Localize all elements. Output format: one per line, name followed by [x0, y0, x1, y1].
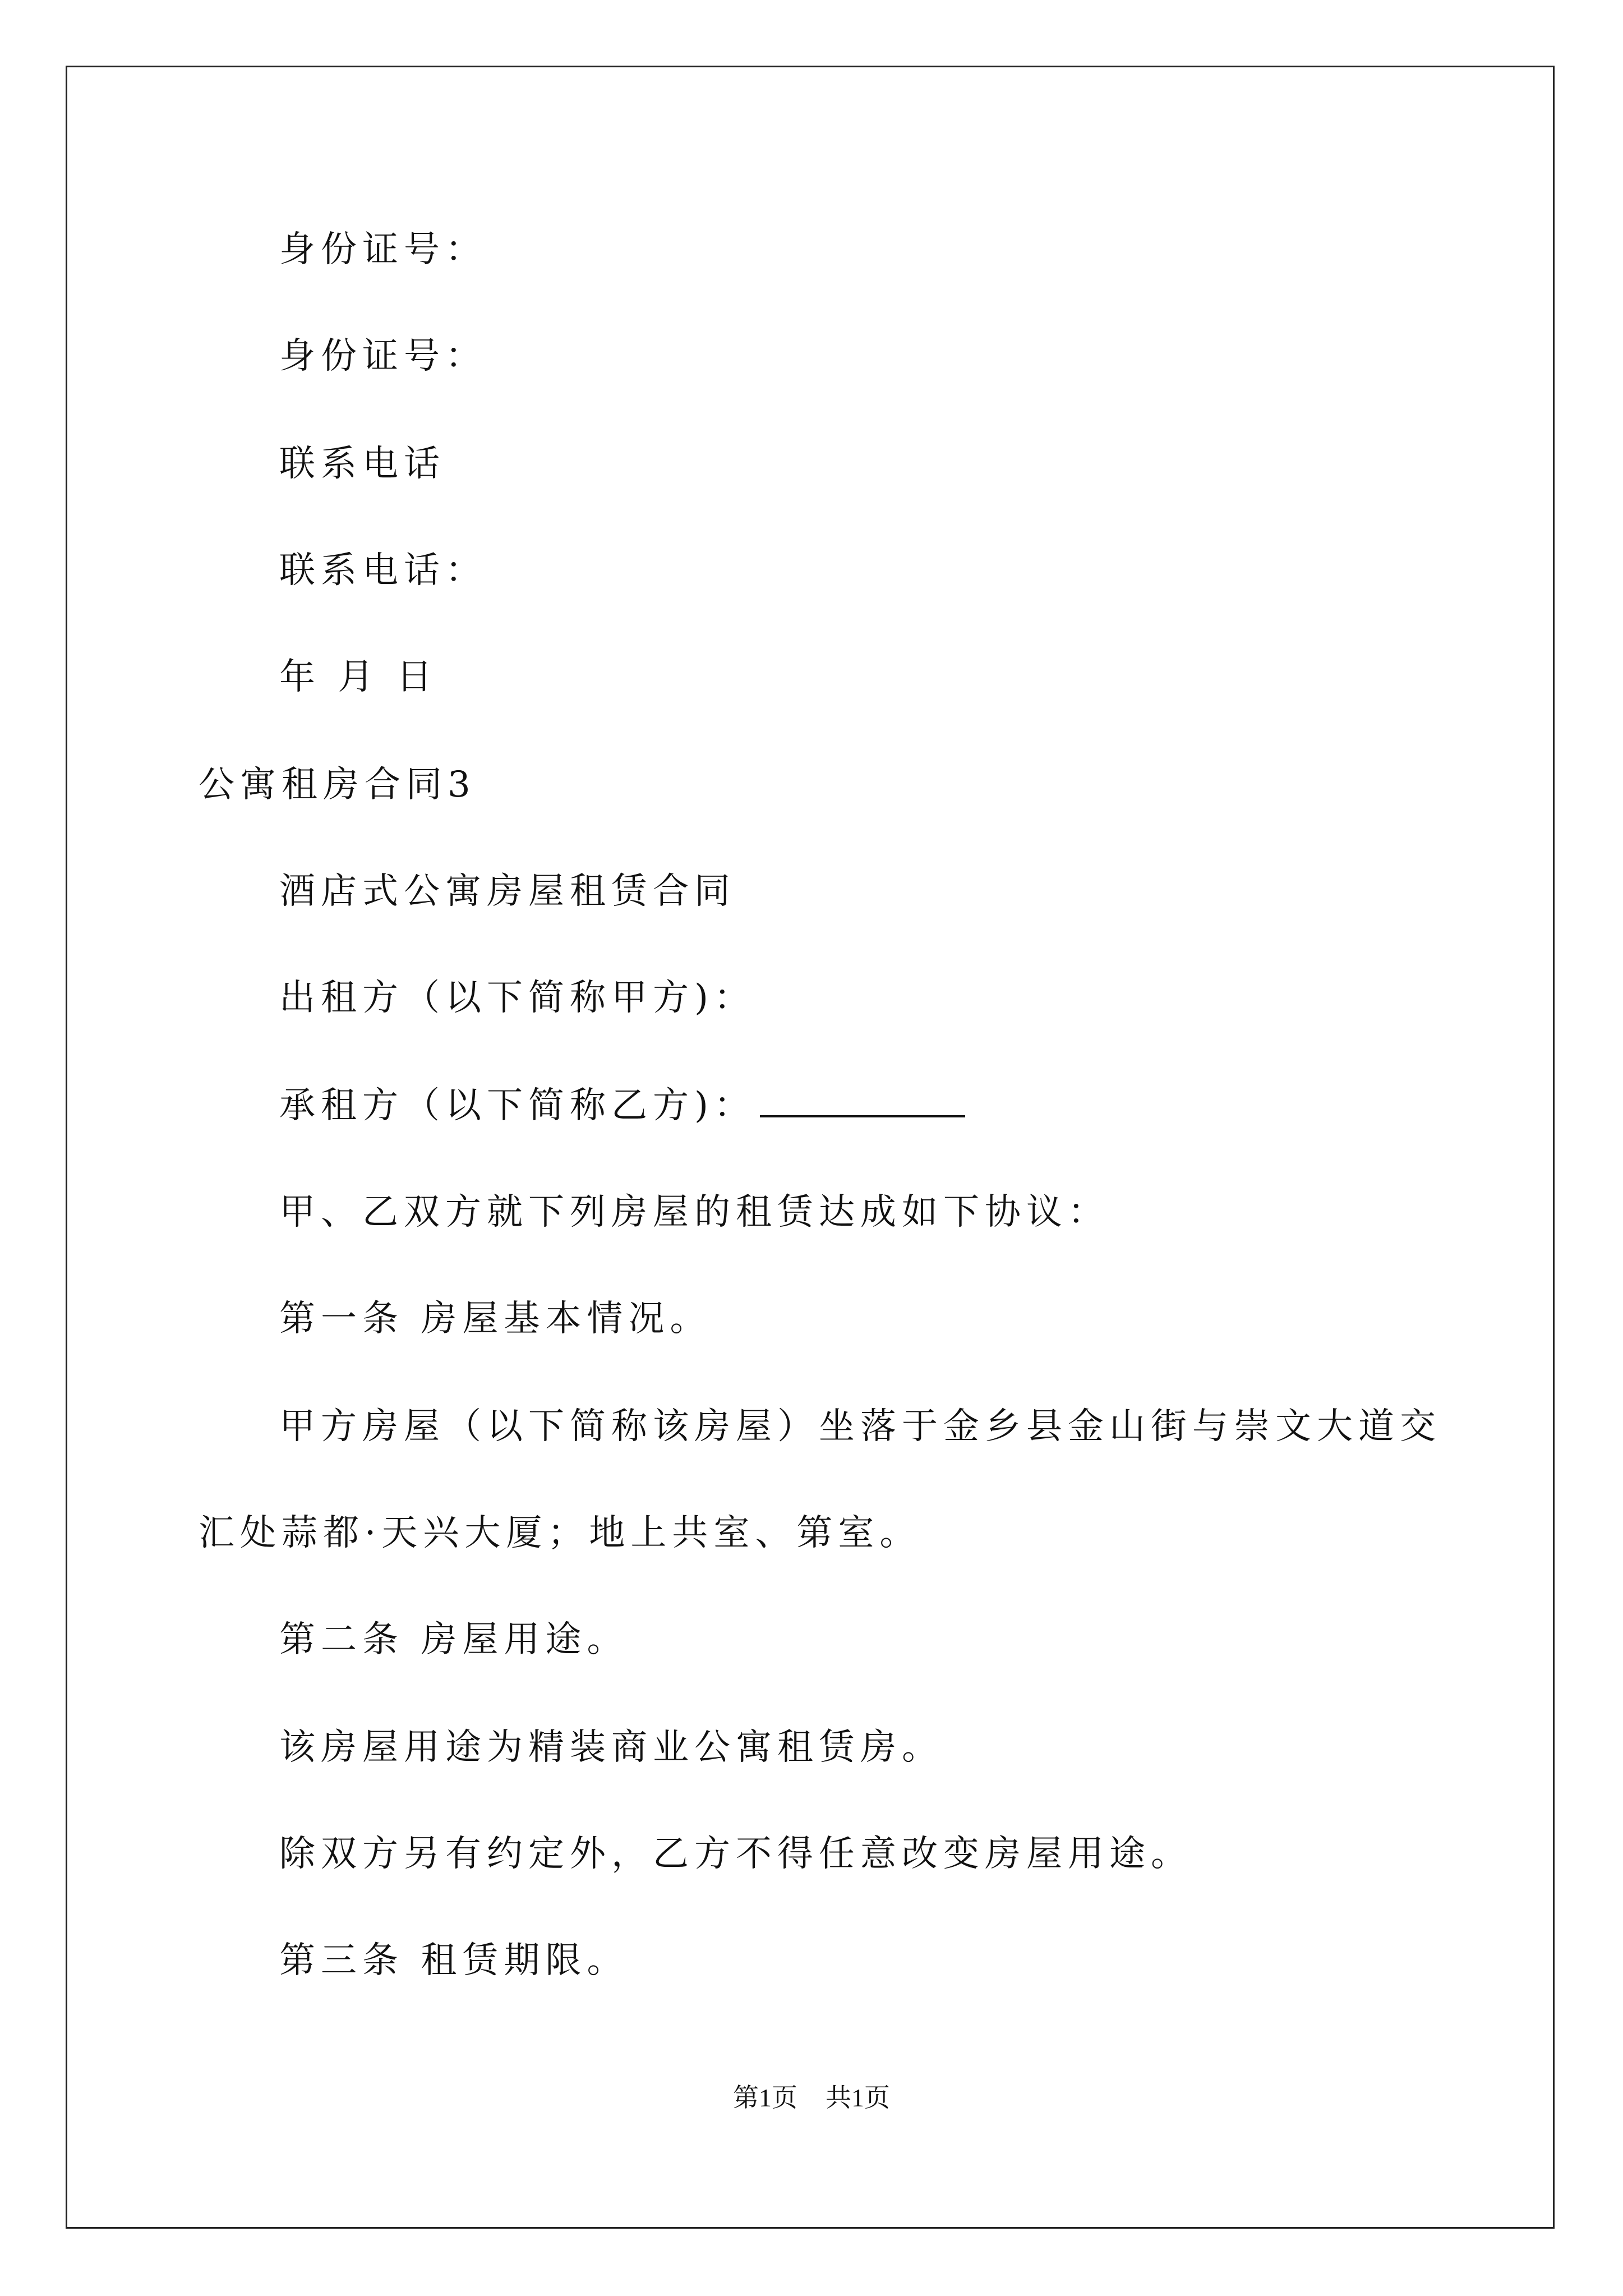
page-current: 第1页: [733, 2083, 797, 2112]
article-2-paragraph-2: 除双方另有约定外，乙方不得任意改变房屋用途。: [279, 1833, 1192, 1875]
lessee-line: [279, 1080, 965, 1131]
lessee-label: 承租方（以下简称乙方)：: [279, 1085, 755, 1126]
lessor-line: 出租方（以下简称甲方)：: [279, 977, 755, 1019]
lessee-blank: [760, 1082, 965, 1117]
page-border: [66, 66, 1555, 2229]
article-1-paragraph-line-1: 甲方房屋（以下简称该房屋）坐落于金乡县金山街与崇文大道交: [279, 1406, 1441, 1447]
section-heading: 公寓租房合同3: [199, 764, 476, 806]
agreement-intro: 甲、乙双方就下列房屋的租赁达成如下协议：: [279, 1191, 1109, 1233]
article-3-heading: 第三条 租赁期限。: [279, 1940, 629, 1981]
id-number-line-1: 身份证号：: [279, 229, 487, 270]
id-number-line-2: 身份证号：: [279, 335, 487, 377]
phone-line-1: 联系电话: [279, 443, 445, 485]
contract-title: 酒店式公寓房屋租赁合同: [279, 871, 736, 912]
article-2-heading: 第二条 房屋用途。: [279, 1619, 629, 1660]
article-2-paragraph-1: 该房屋用途为精装商业公寓租赁房。: [279, 1727, 943, 1768]
phone-line-2: 联系电话：: [279, 550, 487, 591]
article-1-paragraph-line-2: 汇处蒜都·天兴大厦；地上共室、第室。: [199, 1512, 921, 1554]
page-footer: [0, 2081, 1623, 2115]
page-total: 共1页: [826, 2083, 890, 2112]
date-line: 年 月 日: [279, 656, 438, 698]
article-1-heading: 第一条 房屋基本情况。: [279, 1298, 712, 1340]
